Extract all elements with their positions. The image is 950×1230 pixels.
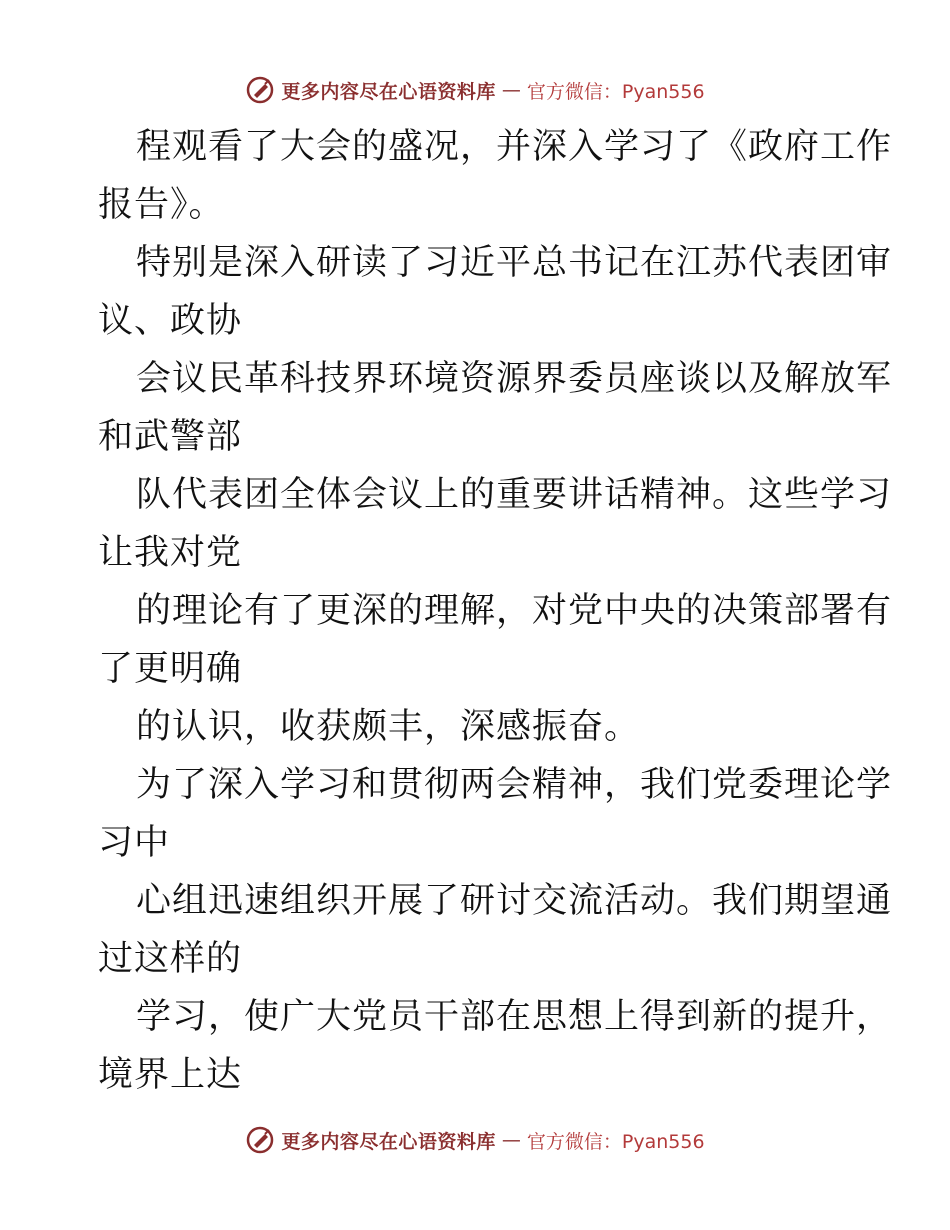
pen-circle-logo-icon bbox=[245, 1125, 275, 1155]
body-line: 和武警部 bbox=[98, 417, 243, 457]
body-line: 议、政协 bbox=[98, 301, 243, 341]
body-line: 习中 bbox=[98, 823, 171, 863]
body-line: 过这样的 bbox=[98, 939, 243, 979]
body-line: 为了深入学习和贯彻两会精神，我们党委理论学 bbox=[136, 765, 893, 805]
header-banner-separator: — bbox=[501, 79, 521, 101]
body-line: 报告》。 bbox=[98, 185, 225, 225]
document-body bbox=[98, 118, 893, 1104]
body-line: 境界上达 bbox=[98, 1055, 243, 1095]
header-banner bbox=[0, 70, 950, 110]
header-banner-contact: 官方微信：Pyan556 bbox=[526, 80, 705, 103]
footer-banner-text: 更多内容尽在心语资料库 bbox=[281, 1130, 496, 1153]
body-line: 会议民革科技界环境资源界委员座谈以及解放军 bbox=[136, 359, 893, 399]
body-line: 让我对党 bbox=[98, 533, 243, 573]
body-line: 心组迅速组织开展了研讨交流活动。我们期望通 bbox=[136, 881, 893, 921]
footer-banner bbox=[0, 1120, 950, 1160]
body-line: 的认识，收获颇丰，深感振奋。 bbox=[136, 707, 641, 747]
body-line: 的理论有了更深的理解，对党中央的决策部署有 bbox=[136, 591, 893, 631]
body-line: 学习，使广大党员干部在思想上得到新的提升， bbox=[136, 997, 893, 1037]
header-banner-text: 更多内容尽在心语资料库 bbox=[281, 80, 496, 103]
body-line: 队代表团全体会议上的重要讲话精神。这些学习 bbox=[136, 475, 893, 515]
body-line: 程观看了大会的盛况，并深入学习了《政府工作 bbox=[136, 127, 893, 167]
pen-circle-logo-icon bbox=[245, 75, 275, 105]
footer-banner-separator: — bbox=[501, 1129, 521, 1151]
footer-banner-contact: 官方微信：Pyan556 bbox=[526, 1130, 705, 1153]
body-line: 了更明确 bbox=[98, 649, 243, 689]
body-line: 特别是深入研读了习近平总书记在江苏代表团审 bbox=[136, 243, 893, 283]
